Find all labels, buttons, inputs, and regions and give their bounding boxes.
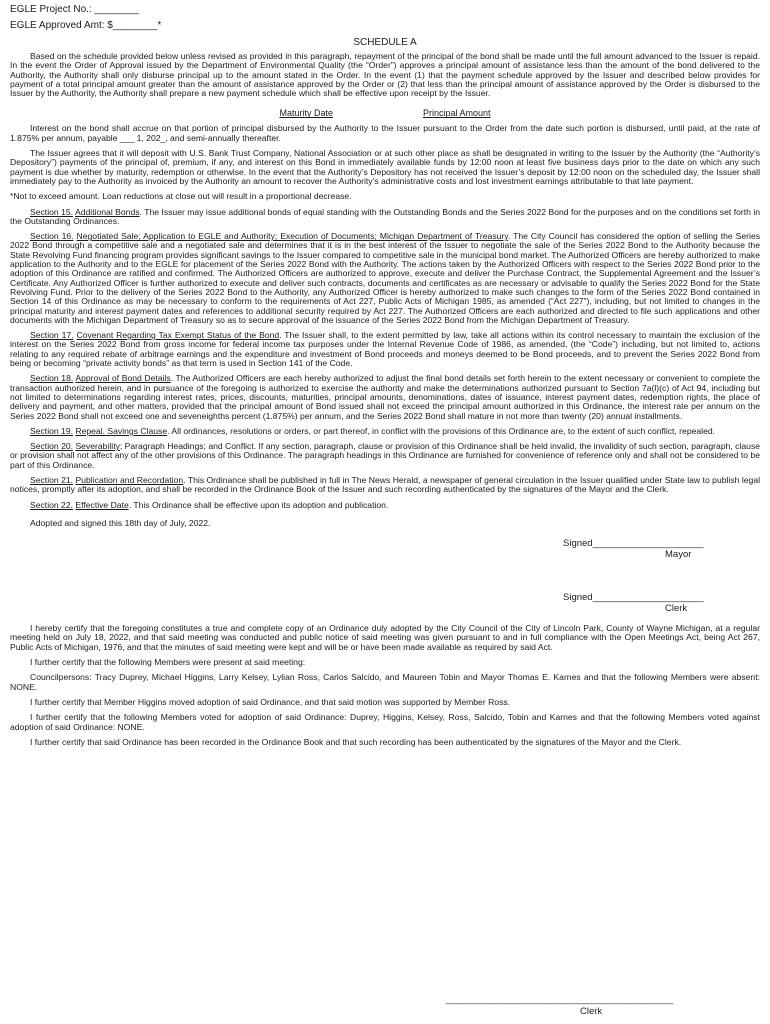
schedule-intro: Based on the schedule provided below unless revised as provided in this paragraph, repayment of the principal of the bond shall be made until the full amount advanced to the Issuer is repaid. In the event the Order of Approval issued by the Department of Environmental Quality (the “Order”) approves a principal amount of assistance less than the amount of the bond delivered to the Authority, the Authority shall only disburse principal up to the amount stated in the Order. In the event (1) that the payment schedule approved by the Issuer and described below provides for payment of a total principal amount greater than the amount of assistance approved by the Order or (2) that less than the principal amount of assistance approved by the Order is disbursed to the Issuer by the Authority, the Authority shall prepare a new payment schedule which shall be effective upon receipt by the Issuer. [10, 51, 760, 99]
interest-paragraph: Interest on the bond shall accrue on that portion of principal disbursed by the Authority to the Issuer pursuant to the Order from the date such portion is disbursed, until paid, at the rate of 1.875% per annum, payable ___ 1, 202_, and semi-annually thereafter. [10, 123, 760, 143]
recording-statement: I further certify that said Ordinance has been recorded in the Ordinance Book and that such recording has been authenticated by the signatures of the Mayor and the Clerk. [30, 736, 682, 747]
section-number: Section 21. [30, 474, 74, 485]
section-body: ; Paragraph Headings; and Conflict. If any section, paragraph, clause or provision of this Ordinance shall be held invalid, the invalidity of such section, paragraph, clause or provision shall not affect any of the other provisions of this Ordinance. The paragraph headings in this Ordinance are furnished for convenience of reference only and shall not be considered to be part of this Ordinance. [10, 441, 761, 470]
section-body: . The Issuer may issue additional bonds of equal standing with the Outstanding Bonds and the Series 2022 Bond for the purposes and on the conditions set forth in the Outstanding Ordinances. [10, 206, 761, 226]
section-title: Additional Bonds [75, 206, 140, 217]
clerk-signature-block [10, 592, 760, 622]
clerk-signature-line: Signed_____________________ [563, 592, 704, 604]
deposit-paragraph: The Issuer agrees that it will deposit with U.S. Bank Trust Company, National Association or at such other place as shall be designated in writing to the Issuer by the Authority (the “Authority’s Depository”) payments of the principal of, premium, if any, and interest on this Bond in immediately available funds by 12:00 noon at least five business days prior to the date on which any such payment is due whether by maturity, redemption or otherwise. In the event that the Authority’s Depository has not received the Issuer’s deposit by 12:00 noon on the scheduled day, the Issuer shall immediately pay to the Authority as invoiced by the Authority an amount to recover the Authority’s administrative costs and lost investment earnings attributable to that late payment. [10, 148, 760, 186]
mayor-signature-line: Signed_____________________ [563, 538, 704, 550]
section-title: Negotiated Sale; Application to EGLE and Authority; Execution of Documents; Michigan Department of Treasury [76, 231, 508, 242]
section-number: Section 16. [30, 231, 74, 242]
section-paragraph [10, 427, 760, 436]
section-number: Section 17. [30, 330, 74, 341]
section-title: Approval of Bond Details [75, 373, 171, 384]
section-body: . The City Council has considered the option of selling the Series 2022 Bond through a competitive sale and a negotiated sale and determines that it is in the best interest of the Issuer to negotiate the sale of the Series 2022 Bond to the Authority because the State Revolving Fund financing program provides significant savings to the Issuer compared to competitive sale in the municipal bond market. The Authorized Officers are hereby authorized to make application to the Authority and to the EGLE for placement of the Series 2022 Bond with the Authority. The actions taken by the Authorized Officers with respect to the Series 2022 Bond prior to the adoption of this Ordinance are ratified and confirmed. The Authorized Officers are authorized to approve, execute and deliver the Purchase Contract, the Supplemental Agreement and the Issuer’s Certificate. Any Authorized Officer is further authorized to execute and deliver such contracts, documents and certificates as are necessary or advisable to qualify the Series 2022 Bond for the State Revolving Fund. Prior to the delivery of the Series 2022 Bond to the Authority, any Authorized Officer is hereby authorized to make such changes to the form of the Series 2022 Bond contained in Section 14 of this Ordinance as may be necessary to conform to the requirements of Act 227, Public Acts of Michigan 1985, as amended (“Act 227”), including, but not limited to changes in the principal maturity and interest payment dates and references to additional security required by Act 227. The Authorized Officers are each authorized and directed to file such applications and other documents with the Michigan Department of Treasury so as to secure approval of the issuance of the Series 2022 Bond from the Michigan Department of Treasury. [10, 231, 761, 325]
principal-amount-heading: Principal Amount [422, 108, 491, 119]
final-clerk-title: Clerk [580, 1006, 603, 1017]
schedule-columns [10, 108, 760, 118]
section-paragraph [10, 501, 760, 510]
footnote: *Not to exceed amount. Loan reductions at close out will result in a proportional decrease. [10, 191, 352, 202]
section-number: Section 18. [30, 373, 74, 384]
final-signature-line: ___________________________________________ [446, 994, 674, 1005]
schedule-title: SCHEDULE A [353, 37, 417, 48]
section-number: Section 22. [30, 499, 73, 510]
section-title: Effective Date [75, 499, 129, 510]
mayor-title: Mayor [665, 549, 692, 561]
section-paragraph [10, 374, 760, 420]
section-title: Repeal. Savings Clause [75, 425, 168, 436]
section-paragraph [10, 232, 760, 325]
section-paragraph [10, 208, 760, 227]
councilpersons-list: Councilpersons: Tracy Duprey, Michael Higgins, Larry Kelsey, Lylian Ross, Carlos Salcido, and Maureen Tobin and Mayor Thomas E. Karnes and that the following Members were absent: NONE. [10, 672, 760, 692]
ordinance-sections [10, 208, 760, 510]
members-present: I further certify that the following Members were present at said meeting: [30, 657, 306, 668]
section-body: . The Authorized Officers are each hereby authorized to adjust the final bond details set forth herein to the extent necessary or convenient to complete the transaction authorized herein, and in pursuance of the foregoing is authorized to exercise the authority and make the determinations authorized pursuant to Section 7a(l)(c) of Act 94, including but not limited to determinations regarding interest rates, prices, discounts, maturities, principal amounts, denominations, dates of issuance, interest payment dates, redemption rights, the place of delivery and payment, and other matters, provided that the principal amount of Bond issued shall not exceed the principal amount authorized in this Ordinance, the interest rate per annum on the Series 2022 Bond shall not exceed one and seveneighths percent (1.875%) per annum, and the Series 2022 Bond shall mature in not more than twenty (20) annual installments. [10, 373, 760, 421]
section-paragraph [10, 476, 760, 495]
section-paragraph [10, 442, 760, 470]
section-number: Section 15. [30, 206, 74, 217]
adopted-statement: Adopted and signed this 18th day of July, 2022. [30, 517, 211, 528]
vote-statement: I further certify that the following Members voted for adoption of said Ordinance: Duprey, Higgins, Kelsey, Ross, Salcido, Tobin and Karnes and that the following Members voted against adoption of said Ordinance: NONE. [10, 712, 760, 732]
certification-paragraph: I hereby certify that the foregoing constitutes a true and complete copy of an Ordinance duly adopted by the City Council of the City of Lincoln Park, County of Wayne Michigan, at a regular meeting held on July 18, 2022, and that said meeting was conducted and public notice of said meeting was given pursuant to and in full compliance with the Open Meetings Act, being Act 267, Public Acts of Michigan, 1976, and that the minutes of said meeting were kept and will be or have been made available as required by said Act. [10, 623, 760, 652]
egle-approved-amount: EGLE Approved Amt: $________* [10, 20, 162, 31]
mayor-signature-block [10, 538, 760, 568]
section-body: . All ordinances, resolutions or orders, or part thereof, in conflict with the provisions of this Ordinance are, to the extent of such conflict, repealed. [167, 425, 716, 436]
section-title: Publication and Recordation [75, 474, 184, 485]
clerk-title: Clerk [665, 603, 688, 615]
section-title: Severability [75, 441, 120, 452]
section-number: Section 19. [30, 425, 73, 436]
section-title: Covenant Regarding Tax Exempt Status of the Bond [76, 330, 280, 341]
section-body: . This Ordinance shall be effective upon its adoption and publication. [128, 499, 389, 510]
section-body: . This Ordinance shall be published in full in The News Herald, a newspaper of general circulation in the Issuer qualified under State law to publish legal notices, promptly after its adoption, and shall be recorded in the Ordinance Book of the Issuer and such recording authenticated by the signatures of the Mayor and the Clerk. [10, 474, 761, 495]
section-number: Section 20. [30, 441, 74, 452]
egle-project-no: EGLE Project No.: ________ [10, 4, 139, 15]
motion-statement: I further certify that Member Higgins moved adoption of said Ordinance, and that said motion was supported by Member Ross. [30, 696, 511, 707]
section-paragraph [10, 331, 760, 368]
maturity-date-heading: Maturity Date [279, 108, 333, 119]
section-body: . The Issuer shall, to the extent permitted by law, take all actions within its control necessary to maintain the exclusion of the interest on the Series 2022 Bond from gross income for federal income tax purposes under the Internal Revenue Code of 1986, as amended, (the “Code”) including, but not limited to, actions relating to any required rebate of arbitrage earnings and the expenditure and investment of Bond proceeds and moneys deemed to be Bond proceeds, and to prevent the Series 2022 Bond from being or becoming “private activity bonds” as that term is used in Section 141 of the Code. [10, 330, 761, 369]
